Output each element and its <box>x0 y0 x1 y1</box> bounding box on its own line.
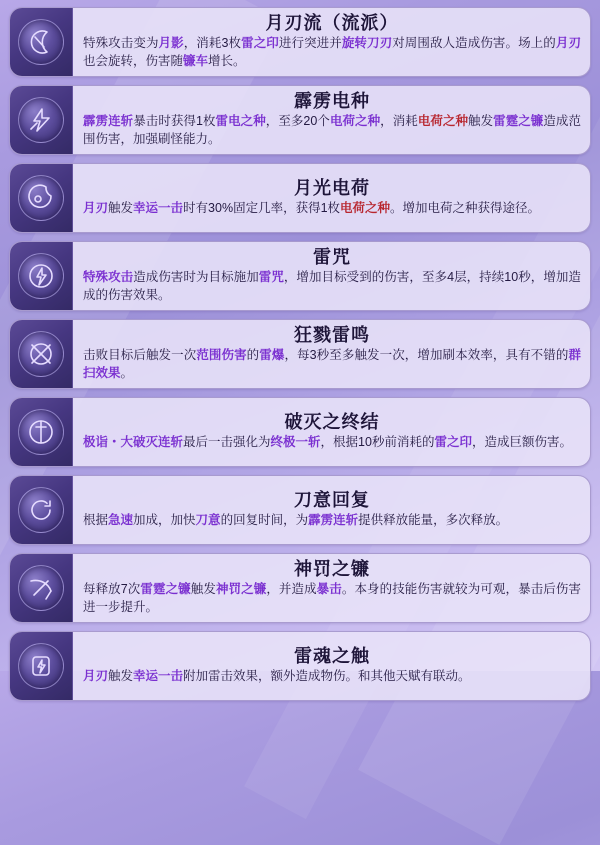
desc-highlight: 雷电之种 <box>215 114 266 129</box>
thunder-curse-icon <box>18 253 64 299</box>
desc-highlight: 雷咒 <box>258 270 284 285</box>
skill-icon-cell <box>10 164 73 232</box>
desc-text: 对周围敌人造成伤害。场上的 <box>392 36 556 51</box>
desc-text: ，并造成 <box>266 582 317 597</box>
skill-icon-cell <box>10 8 73 76</box>
skill-row[interactable] <box>9 631 591 701</box>
skill-icon-cell <box>10 242 73 310</box>
desc-text: 特殊攻击变为 <box>83 36 159 51</box>
skill-text-cell <box>73 242 590 310</box>
desc-text: ，增加目标受到的伤害，至多4层，持续10秒，增加造成的伤害效果。 <box>83 270 581 303</box>
skill-row[interactable] <box>9 85 591 155</box>
desc-text: 进行突进并 <box>278 36 342 51</box>
desc-highlight: 暴击 <box>316 582 342 597</box>
desc-text: 造成伤害时为目标施加 <box>133 270 259 285</box>
skill-description <box>83 511 581 529</box>
skill-description <box>83 268 581 304</box>
skill-description <box>83 34 581 70</box>
desc-text: 最后一击强化为 <box>183 435 271 450</box>
desc-text: ，根据10秒前消耗的 <box>320 435 435 450</box>
skill-text-cell <box>73 632 590 700</box>
desc-highlight: 霹雳连斩 <box>308 513 359 528</box>
skill-title: 神罚之镰 <box>294 558 370 579</box>
desc-text: 触发 <box>190 582 216 597</box>
desc-highlight: 范围伤害 <box>196 348 247 363</box>
desc-text: 提供释放能量，多次释放。 <box>358 513 509 528</box>
desc-highlight: 电荷之种 <box>329 114 381 129</box>
skill-text-cell <box>73 398 590 466</box>
blade-will-recovery-icon <box>18 487 64 533</box>
skill-row[interactable] <box>9 241 591 311</box>
skill-description <box>83 580 581 616</box>
skill-row[interactable] <box>9 319 591 389</box>
desc-text: 的回复时间，为 <box>220 513 309 528</box>
skill-icon-cell <box>10 86 73 154</box>
desc-highlight: 极诣・大破灭连斩 <box>83 435 184 450</box>
thunder-soul-touch-icon <box>18 643 64 689</box>
desc-text: 每释放7次 <box>83 582 141 597</box>
desc-highlight: 神罚之镰 <box>215 582 267 597</box>
desc-text: 。本身的技能伤害就较为可观，暴击后伤害进一步提升。 <box>83 582 581 615</box>
skill-description <box>83 667 581 685</box>
desc-text: 。增加电荷之种获得途径。 <box>390 201 541 216</box>
desc-text: 时有30%固定几率，获得1枚 <box>183 201 341 216</box>
desc-highlight: 电荷之种 <box>340 201 391 216</box>
skill-row[interactable] <box>9 553 591 623</box>
skill-text-cell <box>73 554 590 622</box>
divine-punishment-scythe-icon <box>18 565 64 611</box>
mad-slaughter-icon <box>18 331 64 377</box>
desc-highlight: 月刃 <box>83 669 109 684</box>
desc-highlight: 镰车 <box>183 54 209 69</box>
desc-highlight: 幸运一击 <box>133 669 184 684</box>
skill-title: 雷魂之触 <box>294 645 370 666</box>
desc-highlight: 急速 <box>108 513 134 528</box>
skill-title: 刀意回复 <box>294 489 370 510</box>
desc-text: 触发 <box>108 201 134 216</box>
skill-row[interactable] <box>9 7 591 77</box>
skill-title: 狂戮雷鸣 <box>294 324 370 345</box>
skill-icon-cell <box>10 398 73 466</box>
desc-text: 加成，加快 <box>133 513 196 528</box>
skill-title: 月刃流（流派） <box>265 12 399 33</box>
skill-icon-cell <box>10 632 73 700</box>
skill-icon-cell <box>10 320 73 388</box>
desc-highlight: 雷之印 <box>241 36 279 51</box>
skill-icon-cell <box>10 476 73 544</box>
desc-text: ，至多20个 <box>265 114 330 129</box>
desc-text: 根据 <box>83 513 109 528</box>
desc-highlight: 旋转刀刃 <box>341 36 393 51</box>
skill-row[interactable] <box>9 163 591 233</box>
desc-highlight: 电荷之种 <box>417 114 469 129</box>
desc-highlight: 幸运一击 <box>133 201 184 216</box>
desc-highlight: 刀意 <box>195 513 221 528</box>
desc-text: 。 <box>120 366 134 381</box>
crescent-blade-icon <box>18 19 64 65</box>
desc-highlight: 霹雳连斩 <box>83 114 134 129</box>
desc-highlight: 雷之印 <box>434 435 472 450</box>
desc-text: 击败目标后触发一次 <box>83 348 197 363</box>
desc-highlight: 月刃 <box>555 36 581 51</box>
skill-title: 月光电荷 <box>294 177 370 198</box>
destruction-end-icon <box>18 409 64 455</box>
desc-text: 增长。 <box>208 54 246 69</box>
skill-title: 破灭之终结 <box>284 411 380 432</box>
desc-highlight: 群扫效果 <box>83 348 581 381</box>
desc-highlight: 终极一斩 <box>270 435 321 450</box>
skill-icon-cell <box>10 554 73 622</box>
skill-text-cell <box>73 476 590 544</box>
desc-text: ，每3秒至多触发一次，增加刷本效率，具有不错的 <box>284 348 569 363</box>
desc-text: ，消耗 <box>380 114 418 129</box>
skill-description <box>83 199 581 217</box>
skill-text-cell <box>73 320 590 388</box>
desc-text: ，消耗3枚 <box>183 36 242 51</box>
desc-text: 暴击时获得1枚 <box>133 114 216 129</box>
skill-text-cell <box>73 8 590 76</box>
skill-title: 霹雳电种 <box>294 90 370 111</box>
desc-text: ，造成巨额伤害。 <box>471 435 572 450</box>
skill-description <box>83 112 581 148</box>
skill-description <box>83 433 581 451</box>
desc-text: 造成范围伤害，加强刷怪能力。 <box>83 114 581 147</box>
moonlight-charge-icon <box>18 175 64 221</box>
desc-text: 也会旋转，伤害随 <box>83 54 184 69</box>
desc-highlight: 雷霆之镰 <box>140 582 191 597</box>
skill-row[interactable] <box>9 475 591 545</box>
desc-text: 触发 <box>108 669 134 684</box>
thunder-seed-icon <box>18 97 64 143</box>
desc-text: 附加雷击效果，额外造成物伤。和其他天赋有联动。 <box>183 669 471 684</box>
skill-description <box>83 346 581 382</box>
desc-highlight: 特殊攻击 <box>83 270 134 285</box>
skill-row[interactable] <box>9 397 591 467</box>
desc-text: 的 <box>246 348 260 363</box>
desc-highlight: 雷霆之镰 <box>493 114 544 129</box>
desc-highlight: 雷爆 <box>259 348 285 363</box>
desc-text: 触发 <box>468 114 494 129</box>
skill-text-cell <box>73 86 590 154</box>
desc-highlight: 月影 <box>158 36 184 51</box>
skill-text-cell <box>73 164 590 232</box>
desc-highlight: 月刃 <box>83 201 109 216</box>
skill-title: 雷咒 <box>313 246 351 267</box>
